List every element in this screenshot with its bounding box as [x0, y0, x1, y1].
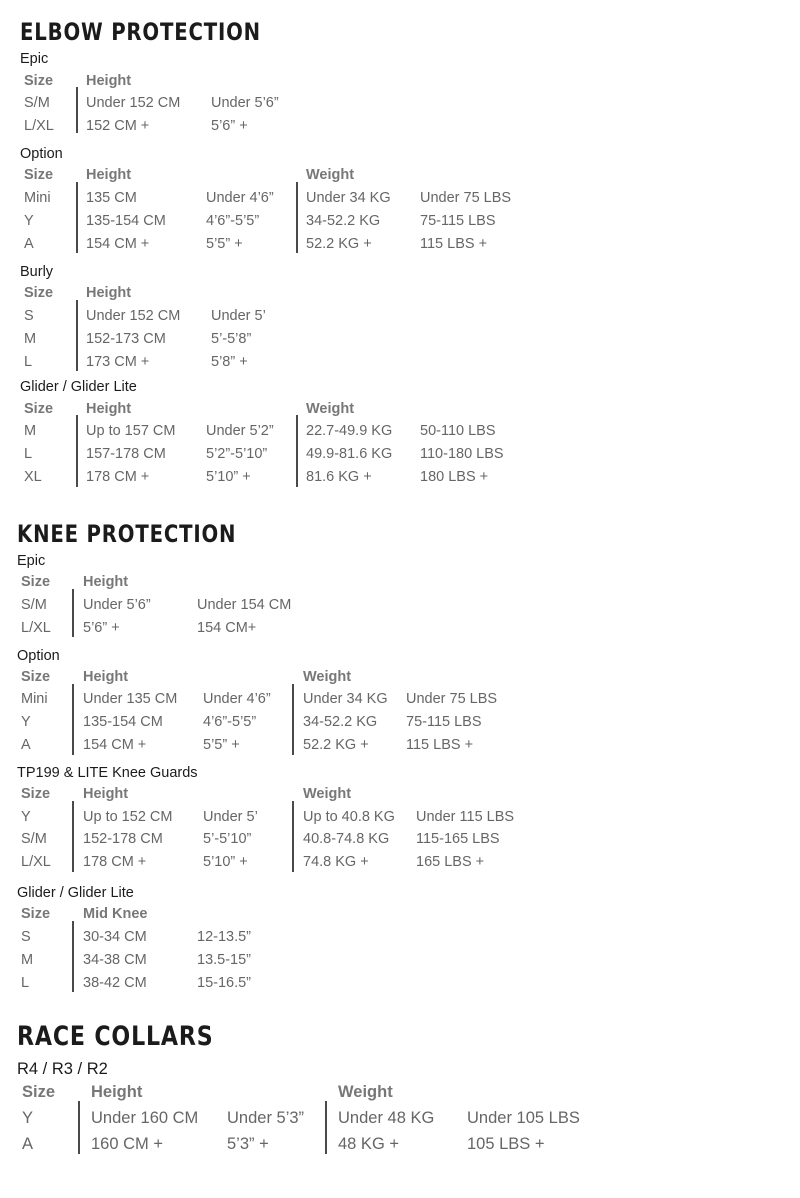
table-cell: 115-165 LBS — [416, 831, 500, 847]
table-cell: Under 4’6” — [203, 691, 271, 707]
table-cell: Y — [22, 1109, 34, 1127]
table-cell: Under 154 CM — [197, 597, 292, 613]
table-cell: 152-173 CM — [86, 331, 166, 347]
table-cell: 4’6”-5’5” — [206, 213, 260, 229]
table-cell: 154 CM + — [83, 737, 147, 753]
table-cell: Under 5’6” — [211, 95, 279, 111]
table-cell: Under 105 LBS — [467, 1109, 580, 1127]
column-header: Size — [21, 906, 51, 922]
table-cell: 5’3” + — [227, 1135, 269, 1153]
product-name: Option — [20, 146, 63, 162]
table-cell: 135 CM — [86, 190, 137, 206]
table-cell: 154 CM+ — [197, 620, 257, 636]
table-cell: Under 48 KG — [338, 1109, 435, 1127]
table-cell: M — [24, 331, 37, 347]
table-cell: Under 75 LBS — [420, 190, 512, 206]
column-divider — [78, 1101, 80, 1154]
table-cell: 75-115 LBS — [406, 714, 482, 730]
column-header: Size — [24, 401, 54, 417]
table-cell: Under 152 CM — [86, 95, 181, 111]
table-cell: 178 CM + — [83, 854, 147, 870]
table-cell: 135-154 CM — [83, 714, 163, 730]
table-cell: 180 LBS + — [420, 469, 489, 485]
column-header: Height — [86, 167, 132, 183]
product-name: R4 / R3 / R2 — [17, 1060, 108, 1078]
table-cell: L/XL — [21, 854, 51, 870]
column-divider — [72, 921, 74, 992]
section-title: KNEE PROTECTION — [17, 520, 237, 548]
table-cell: L/XL — [21, 620, 51, 636]
table-cell: 154 CM + — [86, 236, 150, 252]
table-cell: 74.8 KG + — [303, 854, 369, 870]
table-cell: 165 LBS + — [416, 854, 485, 870]
column-header: Weight — [303, 786, 352, 802]
column-divider — [325, 1101, 327, 1154]
table-cell: 152 CM + — [86, 118, 150, 134]
column-divider — [72, 684, 74, 755]
table-cell: 5’5” + — [203, 737, 240, 753]
table-cell: Under 135 CM — [83, 691, 178, 707]
table-cell: 40.8-74.8 KG — [303, 831, 390, 847]
column-header: Weight — [306, 401, 355, 417]
table-cell: L — [24, 446, 33, 462]
table-cell: Up to 157 CM — [86, 423, 176, 439]
table-cell: Under 4’6” — [206, 190, 274, 206]
table-cell: XL — [24, 469, 42, 485]
table-cell: S/M — [21, 831, 47, 847]
table-cell: 178 CM + — [86, 469, 150, 485]
column-header: Size — [21, 574, 51, 590]
table-cell: 52.2 KG + — [306, 236, 372, 252]
table-cell: Under 34 KG — [306, 190, 391, 206]
column-header: Size — [22, 1083, 56, 1101]
table-cell: 173 CM + — [86, 354, 150, 370]
table-cell: Under 5’6” — [83, 597, 151, 613]
table-cell: Under 5’ — [211, 308, 266, 324]
table-cell: 48 KG + — [338, 1135, 399, 1153]
table-cell: Y — [24, 213, 34, 229]
table-cell: L — [21, 975, 30, 991]
column-header: Weight — [303, 669, 352, 685]
table-cell: 4’6”-5’5” — [203, 714, 257, 730]
table-cell: 34-38 CM — [83, 952, 147, 968]
column-divider — [296, 415, 298, 487]
table-cell: A — [22, 1135, 34, 1153]
table-cell: Mini — [21, 691, 48, 707]
column-header: Size — [21, 669, 51, 685]
column-divider — [292, 684, 294, 755]
column-header: Mid Knee — [83, 906, 148, 922]
column-header: Height — [86, 285, 132, 301]
table-cell: 38-42 CM — [83, 975, 147, 991]
column-divider — [76, 300, 78, 371]
product-name: Glider / Glider Lite — [17, 885, 134, 901]
column-header: Height — [86, 73, 132, 89]
table-cell: 5’-5’10” — [203, 831, 252, 847]
table-cell: Up to 40.8 KG — [303, 809, 395, 825]
table-cell: 34-52.2 KG — [303, 714, 378, 730]
table-cell: 5’6” + — [83, 620, 120, 636]
product-name: Burly — [20, 264, 54, 280]
table-cell: 30-34 CM — [83, 929, 147, 945]
table-cell: Y — [21, 809, 31, 825]
table-cell: S — [24, 308, 34, 324]
table-cell: 5’5” + — [206, 236, 243, 252]
column-header: Height — [86, 401, 132, 417]
table-cell: 5’2”-5’10” — [206, 446, 268, 462]
table-cell: 22.7-49.9 KG — [306, 423, 393, 439]
table-cell: 160 CM + — [91, 1135, 163, 1153]
column-header: Height — [91, 1083, 143, 1101]
table-cell: A — [24, 236, 34, 252]
table-cell: Up to 152 CM — [83, 809, 173, 825]
table-cell: Under 75 LBS — [406, 691, 498, 707]
section-title: RACE COLLARS — [17, 1021, 214, 1052]
table-cell: 81.6 KG + — [306, 469, 372, 485]
table-cell: Under 115 LBS — [416, 809, 515, 825]
table-cell: 115 LBS + — [406, 737, 474, 753]
column-header: Height — [83, 669, 129, 685]
table-cell: 110-180 LBS — [420, 446, 504, 462]
table-cell: 5’10” + — [206, 469, 251, 485]
table-cell: Mini — [24, 190, 51, 206]
table-cell: Y — [21, 714, 31, 730]
table-cell: M — [24, 423, 37, 439]
table-cell: Under 5’2” — [206, 423, 274, 439]
table-cell: 5’8” + — [211, 354, 248, 370]
table-cell: S/M — [21, 597, 47, 613]
table-cell: 13.5-15” — [197, 952, 252, 968]
table-cell: 50-110 LBS — [420, 423, 496, 439]
column-header: Height — [83, 786, 129, 802]
column-header: Size — [24, 73, 54, 89]
table-cell: 5’-5’8” — [211, 331, 252, 347]
column-divider — [292, 801, 294, 872]
column-header: Size — [21, 786, 51, 802]
table-cell: S — [21, 929, 31, 945]
product-name: TP199 & LITE Knee Guards — [17, 765, 198, 781]
column-header: Size — [24, 285, 54, 301]
column-header: Weight — [306, 167, 355, 183]
column-divider — [296, 182, 298, 253]
table-cell: 5’10” + — [203, 854, 248, 870]
product-name: Epic — [17, 553, 46, 569]
table-cell: L/XL — [24, 118, 54, 134]
table-cell: 152-178 CM — [83, 831, 163, 847]
column-divider — [76, 87, 78, 133]
column-header: Height — [83, 574, 129, 590]
table-cell: 34-52.2 KG — [306, 213, 381, 229]
table-cell: Under 5’ — [203, 809, 258, 825]
column-divider — [76, 415, 78, 487]
product-name: Option — [17, 648, 60, 664]
table-cell: L — [24, 354, 33, 370]
table-cell: 12-13.5” — [197, 929, 252, 945]
column-divider — [76, 182, 78, 253]
table-cell: A — [21, 737, 31, 753]
table-cell: 52.2 KG + — [303, 737, 369, 753]
table-cell: 49.9-81.6 KG — [306, 446, 393, 462]
table-cell: 115 LBS + — [420, 236, 488, 252]
column-divider — [72, 801, 74, 872]
column-header: Weight — [338, 1083, 393, 1101]
column-divider — [72, 589, 74, 637]
section-title: ELBOW PROTECTION — [20, 18, 261, 46]
column-header: Size — [24, 167, 54, 183]
product-name: Glider / Glider Lite — [20, 379, 137, 395]
table-cell: Under 34 KG — [303, 691, 388, 707]
table-cell: 75-115 LBS — [420, 213, 496, 229]
table-cell: M — [21, 952, 34, 968]
table-cell: Under 160 CM — [91, 1109, 199, 1127]
table-cell: 135-154 CM — [86, 213, 166, 229]
table-cell: Under 152 CM — [86, 308, 181, 324]
table-cell: 5’6” + — [211, 118, 248, 134]
table-cell: 105 LBS + — [467, 1135, 545, 1153]
table-cell: 157-178 CM — [86, 446, 166, 462]
table-cell: 15-16.5” — [197, 975, 252, 991]
product-name: Epic — [20, 51, 49, 67]
table-cell: Under 5’3” — [227, 1109, 305, 1127]
table-cell: S/M — [24, 95, 50, 111]
